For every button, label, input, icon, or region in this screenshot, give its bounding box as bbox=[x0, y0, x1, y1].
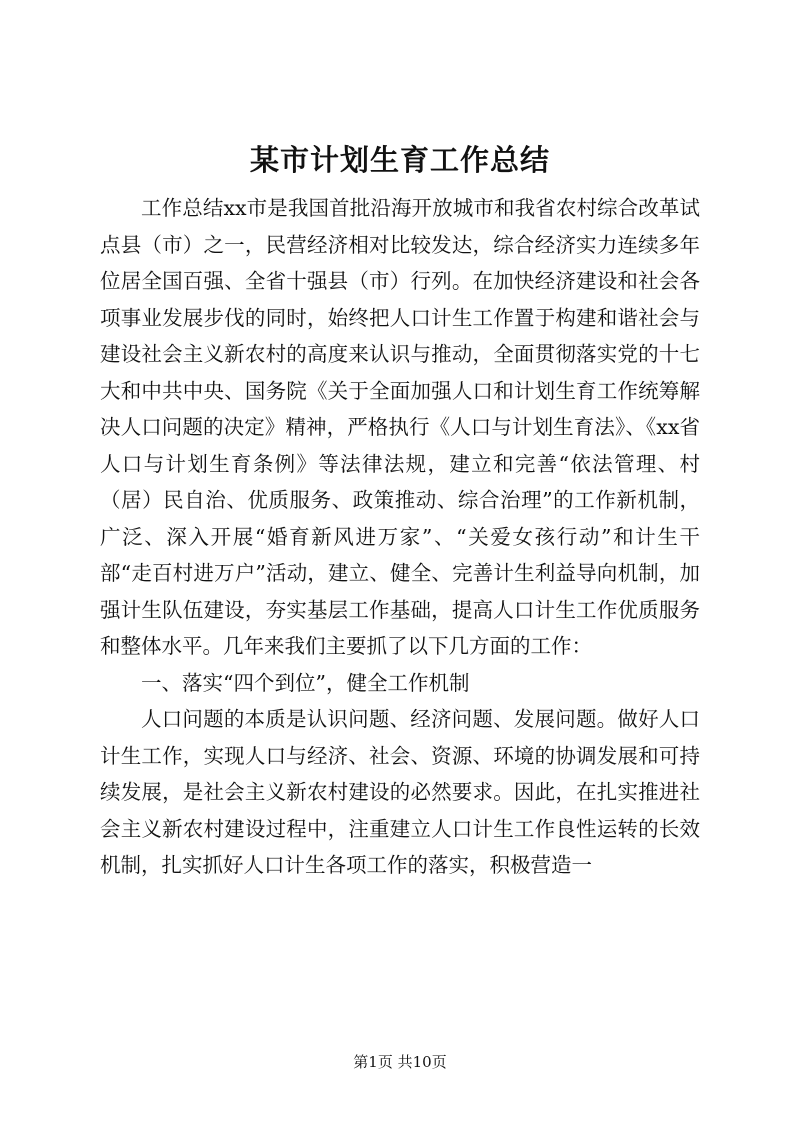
document-body bbox=[100, 190, 700, 884]
paragraph-section-1: 人口问题的本质是认识问题、经济问题、发展问题。做好人口计生工作，实现人口与经济、社会、资源、环境的协调发展和可持续发展，是社会主义新农村建设的必然要求。因此，在扎实推进社会主义新农村建设过程中，注重建立人口计生工作良性运转的长效机制，扎实抓好人口计生各项工作的落实，积极营造一 bbox=[100, 707, 700, 877]
page-footer: 第1页 共10页 bbox=[353, 1053, 447, 1071]
paragraph-intro: 工作总结xx市是我国首批沿海开放城市和我省农村综合改革试点县（市）之一，民营经济相对比较发达，综合经济实力连续多年位居全国百强、全省十强县（市）行列。在加快经济建设和社会各项事业发展步伐的同时，始终把人口计生工作置于构建和谐社会与建设社会主义新农村的高度来认识与推动，全面贯彻落实党的十七大和中共中央、国务院《关于全面加强人口和计划生育工作统筹解决人口问题的决定》精神，严格执行《人口与计划生育法》、《xx省人口与计划生育条例》等法律法规，建立和完善“依法管理、村（居）民自治、优质服务、政策推动、综合治理”的工作新机制，广泛、深入开展“婚育新风进万家”、“关爱女孩行动”和计生干部“走百村进万户”活动，建立、健全、完善计生利益导向机制，加强计生队伍建设，夯实基层工作基础，提高人口计生工作优质服务和整体水平。几年来我们主要抓了以下几方面的工作： bbox=[100, 196, 700, 658]
document-title: 某市计划生育工作总结 bbox=[249, 143, 550, 177]
section-heading-1: 一、落实“四个到位”，健全工作机制 bbox=[141, 670, 470, 695]
